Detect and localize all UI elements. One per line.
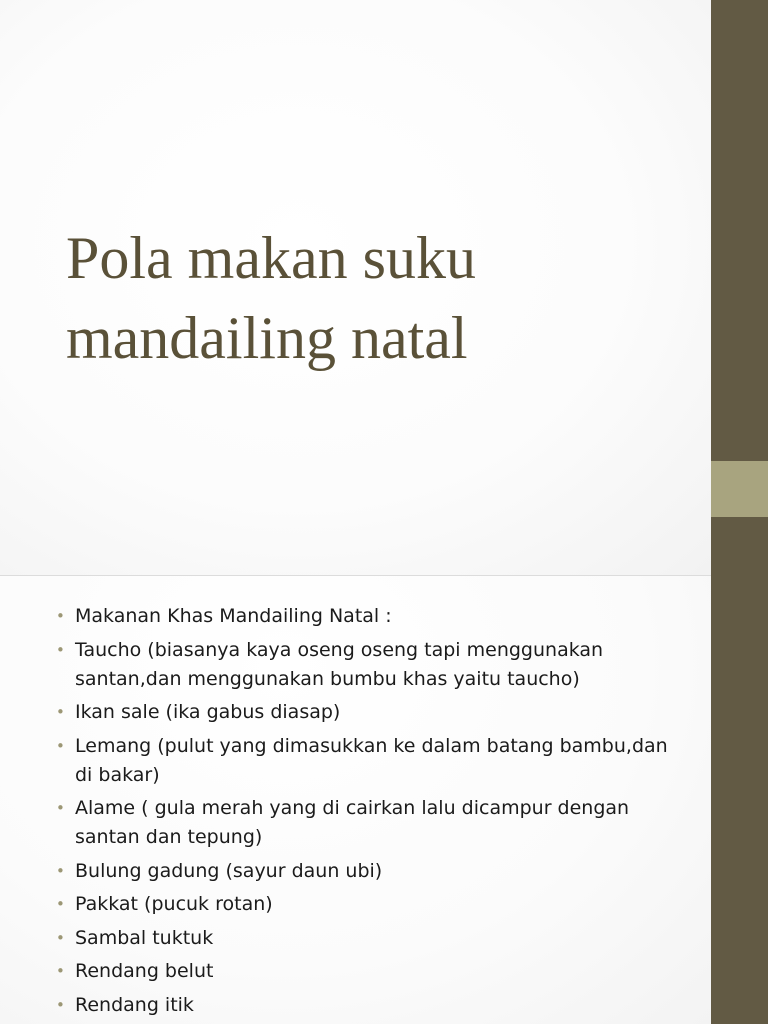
bullet-dot-icon: • <box>56 962 65 980</box>
bullet-text: Pakkat (pucuk rotan) <box>75 893 273 915</box>
bullet-item-4 <box>56 732 676 790</box>
bullet-item-6 <box>56 857 676 886</box>
bullet-dot-icon: • <box>56 607 65 625</box>
bullet-dot-icon: • <box>56 995 65 1014</box>
bullet-item-3 <box>56 698 676 727</box>
bullet-text: Taucho (biasanya kaya oseng oseng tapi menggunakan santan,dan menggunakan bumbu khas yaitu taucho) <box>75 638 604 690</box>
bullet-dot-icon: • <box>56 799 65 817</box>
title-line-2: mandailing natal <box>66 305 468 371</box>
bullet-item-5 <box>56 794 676 852</box>
slide-title <box>66 218 686 378</box>
bullet-text: Rendang itik <box>75 993 194 1016</box>
bullet-text: Sambal tuktuk <box>75 926 214 949</box>
bullet-dot-icon: • <box>56 640 65 659</box>
bullet-dot-icon: • <box>56 736 65 755</box>
bullet-text: Lemang (pulut yang dimasukkan ke dalam batang bambu,dan di bakar) <box>75 734 668 786</box>
bullet-list <box>56 602 676 1024</box>
bullet-item-2 <box>56 636 676 694</box>
bullet-item-10 <box>56 991 676 1020</box>
title-line-1: Pola makan suku <box>66 225 476 291</box>
bullet-text: Bulung gadung (sayur daun ubi) <box>75 859 383 882</box>
bullet-dot-icon: • <box>56 928 65 947</box>
bullet-text: Makanan Khas Mandailing Natal : <box>75 605 392 627</box>
bullet-item-7 <box>56 890 676 919</box>
theme-sidebar <box>711 0 768 1024</box>
bullet-text: Ikan sale (ika gabus diasap) <box>75 701 341 723</box>
bullet-item-9 <box>56 957 676 986</box>
bullet-dot-icon: • <box>56 895 65 913</box>
bullet-dot-icon: • <box>56 703 65 721</box>
bullet-text: Rendang belut <box>75 960 214 982</box>
sidebar-accent-block <box>711 461 768 517</box>
bullet-item-8 <box>56 924 676 953</box>
bullet-text: Alame ( gula merah yang di cairkan lalu dicampur dengan santan dan tepung) <box>75 797 630 848</box>
bullet-item-1 <box>56 602 676 631</box>
bullet-dot-icon: • <box>56 861 65 880</box>
